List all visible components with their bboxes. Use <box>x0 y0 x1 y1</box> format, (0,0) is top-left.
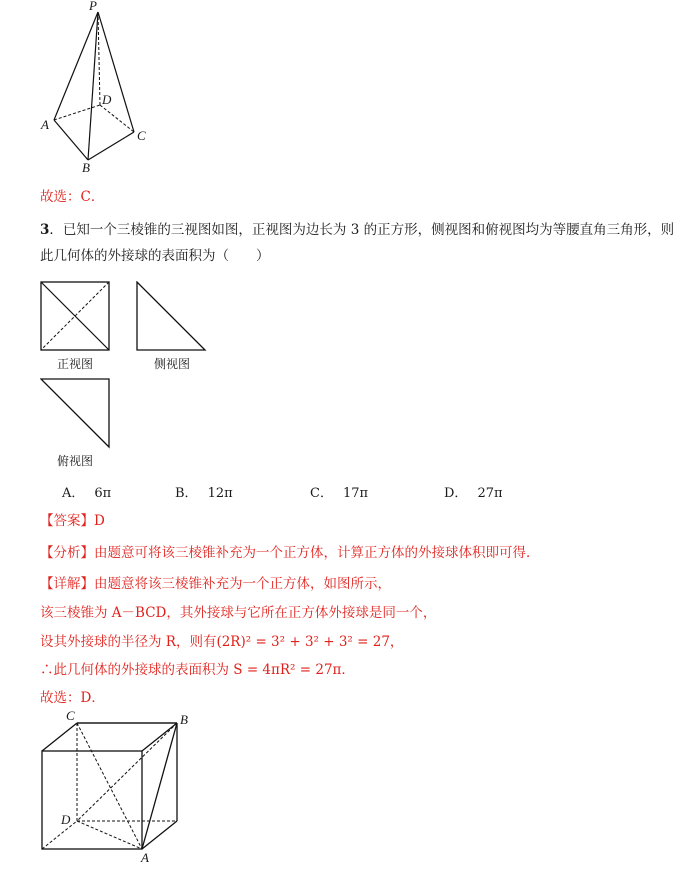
option-c[interactable] <box>310 482 368 501</box>
side-view-diagram <box>136 281 208 353</box>
final-answer: 故选：D． <box>40 690 105 706</box>
vertex-label-p: P <box>89 0 97 13</box>
option-d-value: 27π <box>477 486 503 501</box>
vertex-label-c: C <box>137 128 146 143</box>
cube-vertex-label-c: C <box>66 708 75 723</box>
top-view <box>40 378 112 454</box>
question-number: 3 <box>40 222 50 238</box>
front-view-diagram <box>40 281 112 353</box>
option-b-letter: B． <box>175 486 198 501</box>
cube-figure <box>30 706 210 874</box>
top-view-caption: 俯视图 <box>57 454 94 468</box>
option-c-letter: C． <box>310 486 333 501</box>
option-a[interactable] <box>62 482 111 501</box>
side-view-caption: 侧视图 <box>154 357 191 371</box>
previous-answer: 故选：C． <box>40 189 105 205</box>
option-b[interactable] <box>175 482 233 501</box>
question-text-1: ．已知一个三棱锥的三视图如图，正视图为边长为 3 的正方形，侧视图和俯视图均为等腰直角三角形，则 <box>49 222 675 238</box>
cube-vertex-label-a: A <box>141 850 149 865</box>
option-d-letter: D． <box>444 486 468 501</box>
question-line-1 <box>40 221 674 239</box>
top-view-diagram <box>40 378 112 450</box>
option-b-value: 12π <box>207 486 233 501</box>
answer-line: 【答案】D <box>40 513 105 529</box>
detail-line-3: 设其外接球的半径为 R，则有(2R)² = 3² + 3² + 3² = 27， <box>40 634 404 650</box>
detail-line-4: ∴此几何体的外接球的表面积为 S = 4πR² = 27π． <box>40 662 355 678</box>
vertex-label-d: D <box>102 92 112 107</box>
option-d[interactable] <box>444 482 503 501</box>
front-view-caption: 正视图 <box>57 357 94 371</box>
option-c-value: 17π <box>342 486 369 501</box>
side-view <box>136 281 208 357</box>
cube-diagram <box>30 706 210 874</box>
vertex-label-b: B <box>82 160 90 175</box>
cube-vertex-label-b: B <box>180 712 188 727</box>
detail-line-1: 【详解】由题意将该三棱锥补充为一个正方体，如图所示， <box>40 576 391 592</box>
cube-vertex-label-d: D <box>61 812 71 827</box>
detail-line-2: 该三棱锥为 A－BCD，其外接球与它所在正方体外接球是同一个， <box>40 605 437 621</box>
pyramid-figure <box>34 0 164 175</box>
analysis-line: 【分析】由题意可将该三棱锥补充为一个正方体，计算正方体的外接球体积即可得． <box>40 545 540 561</box>
option-a-letter: A． <box>62 486 85 501</box>
pyramid-diagram <box>34 0 164 175</box>
question-line-2: 此几何体的外接球的表面积为（ ） <box>40 248 270 264</box>
front-view <box>40 281 112 357</box>
option-a-value: 6π <box>94 486 112 501</box>
vertex-label-a: A <box>41 117 49 132</box>
